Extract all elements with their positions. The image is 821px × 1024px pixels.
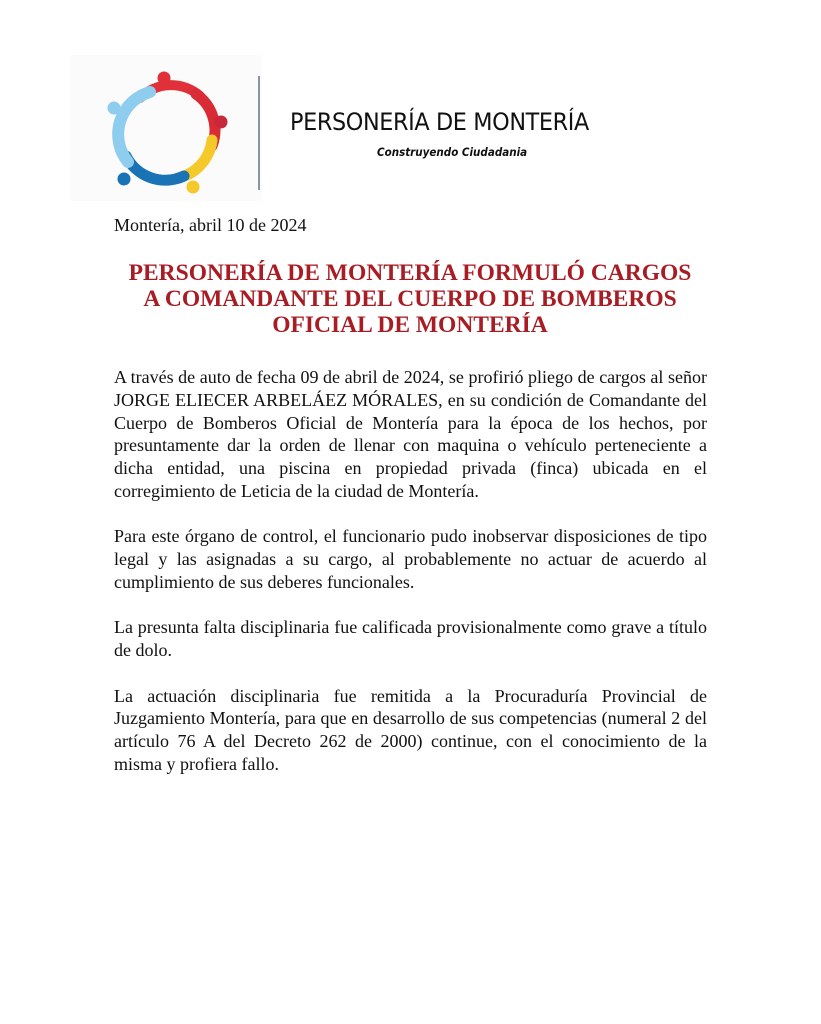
document-headline — [100, 260, 720, 338]
body-paragraph: La presunta falta disciplinaria fue calificada provisionalmente como grave a título de dolo. — [114, 617, 707, 661]
headline-line: PERSONERÍA DE MONTERÍA FORMULÓ CARGOS — [128, 260, 692, 286]
document-date: Montería, abril 10 de 2024 — [114, 215, 307, 235]
headline-line: A COMANDANTE DEL CUERPO DE BOMBEROS — [143, 286, 677, 312]
organization-tagline: Construyendo Ciudadania — [377, 145, 528, 159]
body-paragraph: Para este órgano de control, el funcionario pudo inobservar disposiciones de tipo legal y las asignadas a su cargo, al probablemente no actuar de acuerdo al cumplimiento de sus deberes funcionales. — [114, 526, 707, 592]
headline-line: OFICIAL DE MONTERÍA — [272, 312, 548, 338]
body-paragraph: La actuación disciplinaria fue remitida a la Procuraduría Provincial de Juzgamiento Montería, para que en desarrollo de sus competencias (numeral 2 del artículo 76 A del Decreto 262 de 2000) continue, con el conocimiento de la misma y profiera fallo. — [114, 685, 707, 774]
people-ring-logo-icon — [100, 68, 232, 196]
body-paragraph: A través de auto de fecha 09 de abril de 2024, se profirió pliego de cargos al señor JORGE ELIECER ARBELÁEZ MÓRALES, en su condición de Comandante del Cuerpo de Bomberos Oficial de Montería para la época de los hechos, por presuntamente dar la orden de llenar con maquina o vehículo perteneciente a dicha entidad, una piscina en propiedad privada (finca) ubicada en el corregimiento de Leticia de la ciudad de Montería. — [114, 367, 707, 501]
organization-name: PERSONERÍA DE MONTERÍA — [290, 108, 589, 136]
header-divider — [258, 76, 260, 190]
document-body — [114, 366, 707, 798]
